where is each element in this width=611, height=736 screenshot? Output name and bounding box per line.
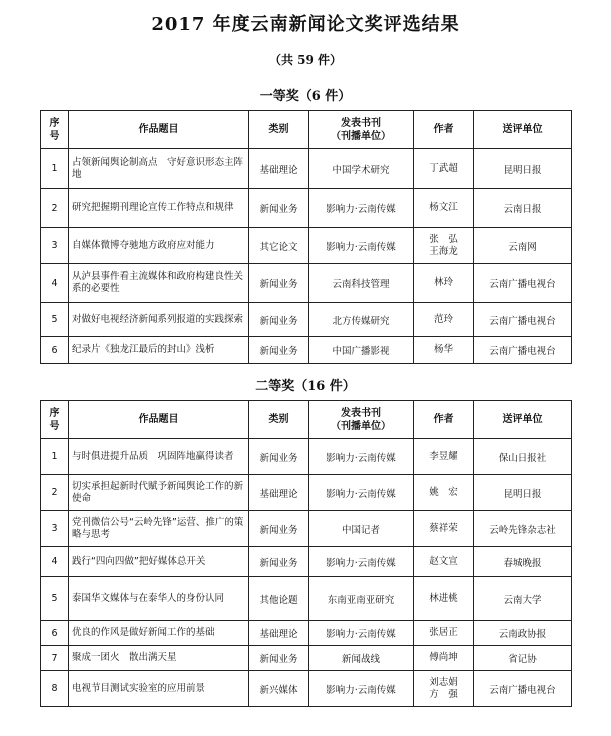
cell-author: 林进桃 xyxy=(414,577,474,621)
cell-category: 基础理论 xyxy=(249,149,309,189)
cell-author: 杨文江 xyxy=(414,189,474,228)
cell-author: 赵文宣 xyxy=(414,547,474,577)
cell-category: 新闻业务 xyxy=(249,646,309,671)
cell-no: 8 xyxy=(41,671,69,707)
cell-no: 3 xyxy=(41,228,69,264)
table-row xyxy=(41,547,572,577)
cell-author: 姚 宏 xyxy=(414,475,474,511)
cell-venue: 中国记者 xyxy=(309,511,414,547)
cell-category: 新闻业务 xyxy=(249,337,309,364)
table-row xyxy=(41,337,572,364)
cell-unit: 云南大学 xyxy=(474,577,572,621)
second-prize-table xyxy=(40,400,572,707)
cell-author: 范玲 xyxy=(414,303,474,337)
cell-title: 电视节目测试实验室的应用前景 xyxy=(69,671,249,707)
cell-no: 7 xyxy=(41,646,69,671)
cell-unit: 云南广播电视台 xyxy=(474,337,572,364)
cell-title: 泰国华文媒体与在泰华人的身份认同 xyxy=(69,577,249,621)
header-category: 类别 xyxy=(249,401,309,439)
cell-no: 4 xyxy=(41,547,69,577)
table-row xyxy=(41,228,572,264)
cell-venue: 影响力·云南传媒 xyxy=(309,475,414,511)
cell-venue: 影响力·云南传媒 xyxy=(309,439,414,475)
cell-author: 刘志娟 方 强 xyxy=(414,671,474,707)
header-no: 序 号 xyxy=(41,111,69,149)
header-no: 序 号 xyxy=(41,401,69,439)
cell-venue: 中国广播影视 xyxy=(309,337,414,364)
cell-venue: 影响力·云南传媒 xyxy=(309,228,414,264)
cell-no: 2 xyxy=(41,189,69,228)
table-row xyxy=(41,189,572,228)
cell-unit: 保山日报社 xyxy=(474,439,572,475)
cell-title: 从泸县事件看主流媒体和政府构建良性关系的必要性 xyxy=(69,264,249,303)
cell-unit: 云南广播电视台 xyxy=(474,303,572,337)
cell-venue: 影响力·云南传媒 xyxy=(309,547,414,577)
header-unit: 送评单位 xyxy=(474,111,572,149)
cell-unit: 省记协 xyxy=(474,646,572,671)
table-row xyxy=(41,439,572,475)
cell-unit: 昆明日报 xyxy=(474,149,572,189)
header-title: 作品题目 xyxy=(69,111,249,149)
cell-title: 对做好电视经济新闻系列报道的实践探索 xyxy=(69,303,249,337)
document-subtitle: （共 59 件） xyxy=(268,53,343,67)
cell-category: 新兴媒体 xyxy=(249,671,309,707)
cell-no: 1 xyxy=(41,149,69,189)
cell-title: 与时俱进提升品质 巩固阵地赢得读者 xyxy=(69,439,249,475)
cell-venue: 北方传媒研究 xyxy=(309,303,414,337)
cell-title: 自媒体微博夺驰地方政府应对能力 xyxy=(69,228,249,264)
table-row xyxy=(41,621,572,646)
cell-no: 2 xyxy=(41,475,69,511)
table-row xyxy=(41,149,572,189)
cell-category: 新闻业务 xyxy=(249,189,309,228)
cell-no: 5 xyxy=(41,303,69,337)
cell-unit: 云南广播电视台 xyxy=(474,264,572,303)
cell-author: 杨华 xyxy=(414,337,474,364)
cell-category: 基础理论 xyxy=(249,475,309,511)
cell-title: 优良的作风是做好新闻工作的基础 xyxy=(69,621,249,646)
table-row xyxy=(41,475,572,511)
section-title-first-prize: 一等奖（6 件） xyxy=(259,89,352,104)
cell-no: 6 xyxy=(41,337,69,364)
cell-title: 践行“四向四做”把好媒体总开关 xyxy=(69,547,249,577)
cell-no: 3 xyxy=(41,511,69,547)
header-unit: 送评单位 xyxy=(474,401,572,439)
header-author: 作者 xyxy=(414,111,474,149)
table-row xyxy=(41,671,572,707)
cell-unit: 云南日报 xyxy=(474,189,572,228)
cell-unit: 云南网 xyxy=(474,228,572,264)
table-row xyxy=(41,264,572,303)
cell-category: 新闻业务 xyxy=(249,511,309,547)
cell-no: 1 xyxy=(41,439,69,475)
cell-category: 新闻业务 xyxy=(249,264,309,303)
header-category: 类别 xyxy=(249,111,309,149)
table-row xyxy=(41,577,572,621)
cell-unit: 春城晚报 xyxy=(474,547,572,577)
header-venue: 发表书刊 （刊播单位） xyxy=(309,111,414,149)
cell-venue: 东南亚南亚研究 xyxy=(309,577,414,621)
header-venue: 发表书刊 （刊播单位） xyxy=(309,401,414,439)
cell-unit: 云南政协报 xyxy=(474,621,572,646)
cell-author: 张居正 xyxy=(414,621,474,646)
cell-category: 新闻业务 xyxy=(249,547,309,577)
cell-author: 丁武超 xyxy=(414,149,474,189)
cell-category: 其他论题 xyxy=(249,577,309,621)
cell-title: 党刊微信公号“云岭先锋”运营、推广的策略与思考 xyxy=(69,511,249,547)
cell-unit: 昆明日报 xyxy=(474,475,572,511)
header-author: 作者 xyxy=(414,401,474,439)
cell-category: 其它论文 xyxy=(249,228,309,264)
cell-author: 林玲 xyxy=(414,264,474,303)
cell-category: 基础理论 xyxy=(249,621,309,646)
table-row xyxy=(41,511,572,547)
cell-title: 研究把握期刊理论宣传工作特点和规律 xyxy=(69,189,249,228)
table-row xyxy=(41,303,572,337)
cell-title: 切实承担起新时代赋予新闻舆论工作的新使命 xyxy=(69,475,249,511)
cell-venue: 云南科技管理 xyxy=(309,264,414,303)
cell-no: 4 xyxy=(41,264,69,303)
first-prize-table xyxy=(40,110,572,364)
cell-venue: 中国学术研究 xyxy=(309,149,414,189)
cell-author: 傅尚坤 xyxy=(414,646,474,671)
cell-title: 聚成一团火 散出满天星 xyxy=(69,646,249,671)
table-row xyxy=(41,646,572,671)
cell-unit: 云岭先锋杂志社 xyxy=(474,511,572,547)
cell-venue: 影响力·云南传媒 xyxy=(309,671,414,707)
cell-venue: 影响力·云南传媒 xyxy=(309,621,414,646)
header-title: 作品题目 xyxy=(69,401,249,439)
cell-title: 纪录片《独龙江最后的封山》浅析 xyxy=(69,337,249,364)
cell-venue: 影响力·云南传媒 xyxy=(309,189,414,228)
cell-category: 新闻业务 xyxy=(249,303,309,337)
cell-author: 蔡祥荣 xyxy=(414,511,474,547)
cell-no: 5 xyxy=(41,577,69,621)
cell-author: 李昱耀 xyxy=(414,439,474,475)
cell-author: 张 弘 王海龙 xyxy=(414,228,474,264)
cell-unit: 云南广播电视台 xyxy=(474,671,572,707)
document-title: 2017 年度云南新闻论文奖评选结果 xyxy=(151,14,460,35)
cell-title: 占领新闻舆论制高点 守好意识形态主阵地 xyxy=(69,149,249,189)
table-header-row xyxy=(41,111,572,149)
section-title-second-prize: 二等奖（16 件） xyxy=(255,379,356,394)
table-header-row xyxy=(41,401,572,439)
cell-venue: 新闻战线 xyxy=(309,646,414,671)
cell-no: 6 xyxy=(41,621,69,646)
cell-category: 新闻业务 xyxy=(249,439,309,475)
